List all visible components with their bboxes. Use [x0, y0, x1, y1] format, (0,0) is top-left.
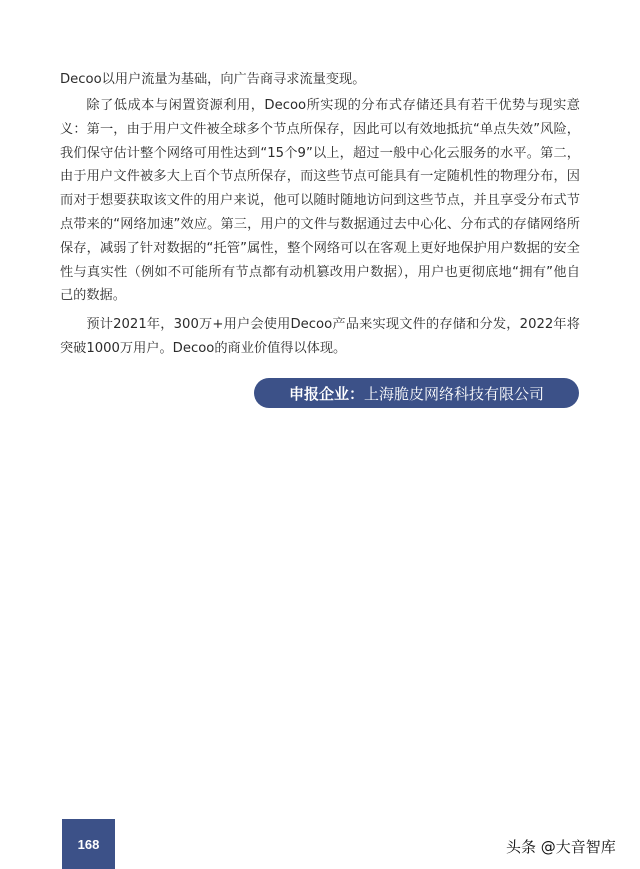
page-number: 168: [62, 819, 115, 869]
company-name: 上海脆皮网络科技有限公司: [364, 384, 545, 403]
paragraph-intro: Decoo以用户流量为基础，向广告商寻求流量变现。: [60, 72, 366, 87]
source-watermark: 头条 @大音智库: [506, 838, 616, 856]
paragraph-advantages: 除了低成本与闲置资源利用，Decoo所实现的分布式存储还具有若干优势与现实意义：第一，由于用户文件被全球多个节点所保存，因此可以有效地抵抗“单点失效”风险，我们保守估计整个网络可用性达到“15个9”以上，超过一般中心化云服务的水平。第二，由于用户文件被多大上百个节点所保存，而这些节点可能具有一定随机性的物理分布，因而对于想要获取该文件的用户来说，他可以随时随地访问到这些节点，并且享受分布式节点带来的“网络加速”效应。第三，用户的文件与数据通过去中心化、分布式的存储网络所保存，减弱了针对数据的“托管”属性，整个网络可以在客观上更好地保护用户数据的安全性与真实性（例如不可能所有节点都有动机篡改用户数据），用户也更彻底地“拥有”他自己的数据。: [60, 98, 580, 304]
company-banner: [254, 378, 579, 408]
company-label: 申报企业：: [288, 384, 364, 403]
paragraph-forecast: 预计2021年，300万+用户会使用Decoo产品来实现文件的存储和分发，2022年将突破1000万用户。Decoo的商业价值得以体现。: [60, 317, 580, 356]
